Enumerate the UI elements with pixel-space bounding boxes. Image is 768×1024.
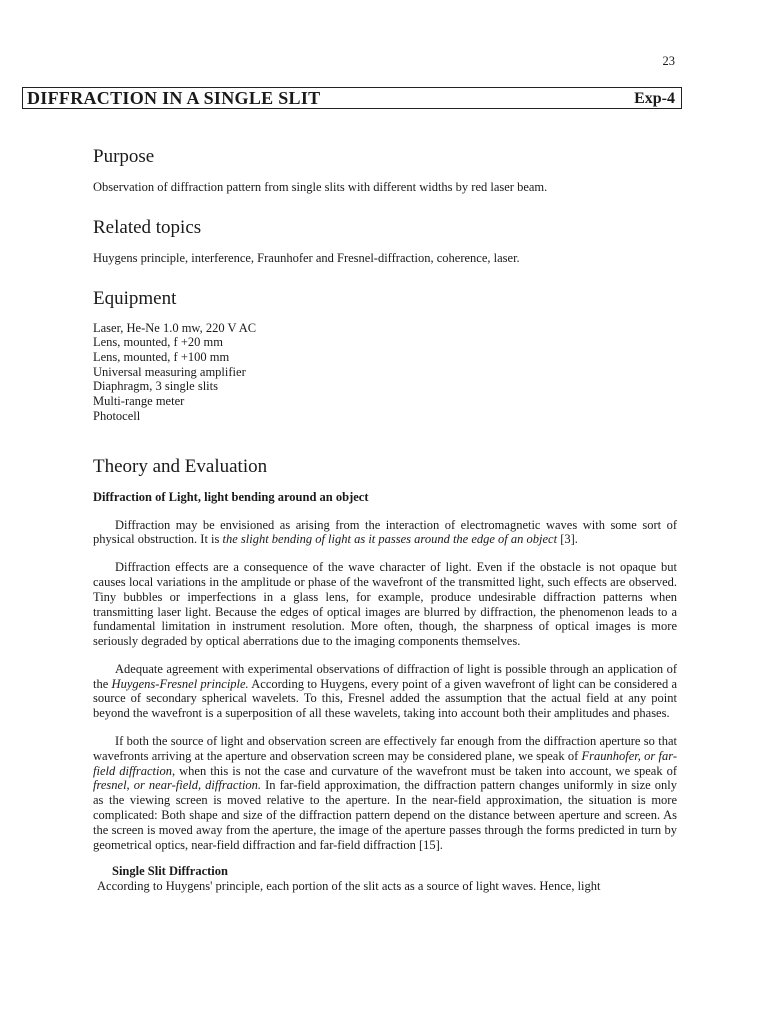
- theory-subheading: Diffraction of Light, light bending around an object: [93, 489, 369, 504]
- related-topics-heading: Related topics: [93, 216, 202, 238]
- experiment-label: Exp-4: [634, 90, 675, 107]
- purpose-heading: Purpose: [93, 146, 155, 167]
- title-box: [22, 87, 682, 109]
- equipment-heading: Equipment: [93, 287, 177, 309]
- equipment-item: Diaphragm, 3 single slits: [93, 379, 218, 394]
- theory-heading: Theory and Evaluation: [93, 455, 268, 477]
- single-slit-text: According to Huygens' principle, each portion of the slit acts as a source of light waves. Hence, light: [97, 879, 601, 894]
- equipment-item: Photocell: [93, 408, 141, 423]
- equipment-item: Lens, mounted, f +100 mm: [93, 350, 230, 364]
- equipment-item: Lens, mounted, f +20 mm: [93, 335, 223, 350]
- equipment-list: [93, 321, 677, 424]
- purpose-text: Observation of diffraction pattern from single slits with different widths by red laser beam.: [93, 180, 548, 194]
- page-number: 23: [662, 54, 675, 68]
- equipment-item: Multi-range meter: [93, 394, 185, 409]
- paragraph-4: If both the source of light and observation screen are effectively far enough from the diffraction aperture so that wavefronts arriving at the aperture and observation screen may be considered plane, we speak of Fraunhofer, or far-field diffraction, when this is not the case and curvature of the wavefront must be taken into account, we speak of fresnel, or near-field, diffraction. In far-field approximation, the diffraction pattern changes uniformly in size only as the viewing screen is moved relative to the aperture. In the near-field approximation, the situation is more complicated: Both shape and size of the diffraction pattern depend on the distance between aperture and screen. As the screen is moved away from the aperture, the image of the aperture passes through the forms predicted in turn by geometrical optics, near-field diffraction and far-field diffraction [15].: [93, 734, 678, 852]
- paragraph-3: Adequate agreement with experimental observations of diffraction of light is possible through an application of the Huygens-Fresnel principle. According to Huygens, every point of a given wavefront of light can be considered a source of secondary spherical wavelets. To this, Fresnel added the assumption that the actual field at any point beyond the wavefront is a superposition of all these wavelets, taking into account both their amplitudes and phases.: [93, 661, 677, 721]
- equipment-item: Universal measuring amplifier: [93, 364, 246, 379]
- paragraph-1: Diffraction may be envisioned as arising from the interaction of electromagnetic waves with some sort of physical obstruction. It is the slight bending of light as it passes around the edge of an object [3].: [93, 517, 677, 547]
- single-slit-heading: Single Slit Diffraction: [112, 864, 228, 879]
- paragraph-2: Diffraction effects are a consequence of the wave character of light. Even if the obstacle is not opaque but causes local variations in the amplitude or phase of the wavefront of the transmitted light, such effects are observed. Tiny bubbles or imperfections in a glass lens, for example, produce undesirable diffraction patterns when transmitting laser light. Because the edges of optical images are blurred by diffraction, the phenomenon leads to a fundamental limitation in instrument resolution. More often, though, the sharpness of optical images is more seriously degraded by optical aberrations due to the imaging components themselves.: [93, 560, 677, 649]
- page-title: DIFFRACTION IN A SINGLE SLIT: [27, 88, 321, 108]
- equipment-item: Laser, He-Ne 1.0 mw, 220 V AC: [93, 320, 257, 335]
- document-body: [93, 144, 677, 894]
- related-topics-text: Huygens principle, interference, Fraunhofer and Fresnel-diffraction, coherence, laser.: [93, 250, 520, 265]
